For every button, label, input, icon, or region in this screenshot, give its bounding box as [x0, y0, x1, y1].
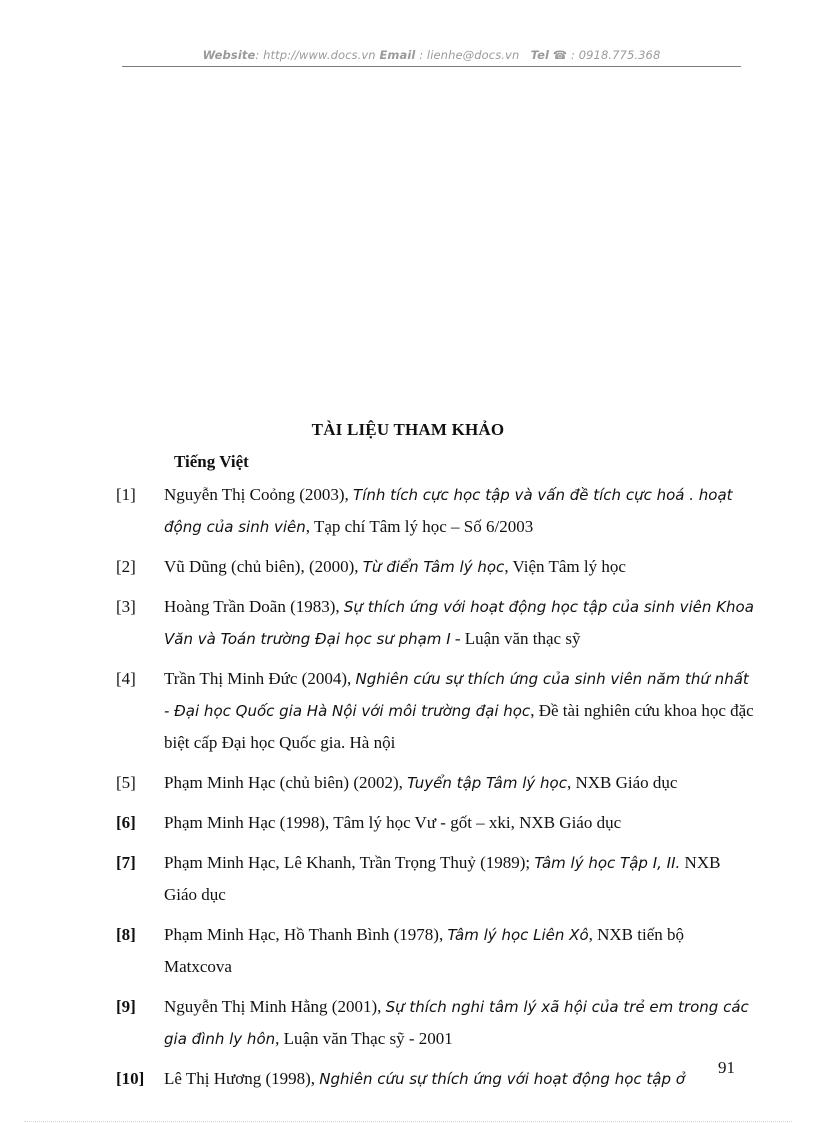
reference-number: [10] — [116, 1069, 145, 1088]
reference-item — [0, 807, 816, 839]
reference-item — [0, 919, 816, 983]
reference-work: Tuyển tập Tâm lý học — [407, 774, 567, 792]
reference-number: [5] — [116, 773, 136, 792]
website-label: Website — [202, 48, 256, 62]
reference-item — [0, 551, 816, 583]
reference-rest: NXB Giáo dục — [164, 853, 721, 904]
document-title: TÀI LIỆU THAM KHẢO — [311, 420, 505, 439]
reference-author: Nguyễn Thị Minh Hằng (2001), — [164, 997, 386, 1016]
reference-rest: , NXB Giáo dục — [566, 773, 678, 792]
email-value[interactable]: : lienhe@docs.vn — [419, 48, 520, 62]
tel-value: ☎ : 0918.775.368 — [552, 48, 661, 62]
reference-number: [6] — [116, 813, 136, 832]
reference-number: [7] — [116, 853, 136, 872]
reference-item — [0, 591, 816, 655]
reference-author: Lê Thị Hương (1998), — [164, 1069, 320, 1088]
reference-item — [0, 847, 816, 911]
reference-work: Tâm lý học Liên Xô — [447, 926, 589, 944]
footer-divider — [24, 1121, 792, 1122]
reference-work: Nghiên cứu sự thích ứng với hoạt động học tập ở — [319, 1070, 685, 1088]
reference-author: Phạm Minh Hạc (chủ biên) (2002), — [164, 773, 408, 792]
reference-number: [9] — [116, 997, 136, 1016]
reference-author: Nguyễn Thị Coỏng (2003), — [164, 485, 354, 504]
reference-author: Phạm Minh Hạc, Lê Khanh, Trần Trọng Thuỷ (1989); — [164, 853, 535, 872]
reference-number: [2] — [116, 557, 136, 576]
reference-rest: , Luận văn Thạc sỹ - 2001 — [275, 1029, 453, 1048]
header-divider — [122, 66, 741, 67]
reference-item — [0, 767, 816, 799]
website-value[interactable]: : http://www.docs.vn — [255, 48, 376, 62]
reference-rest: , Tạp chí Tâm lý học – Số 6/2003 — [305, 517, 534, 536]
page-header — [122, 48, 741, 62]
reference-author: Hoàng Trần Doãn (1983), — [164, 597, 344, 616]
reference-rest: , Đề tài nghiên cứu khoa học đặc biệt cấp Đại học Quốc gia. Hà nội — [164, 701, 754, 752]
reference-number: [8] — [116, 925, 136, 944]
reference-work: Tâm lý học Tập I, II. — [534, 854, 681, 872]
reference-work: Từ điển Tâm lý học — [362, 558, 505, 576]
reference-list — [0, 479, 816, 1103]
reference-item — [0, 663, 816, 759]
reference-item — [0, 991, 816, 1055]
reference-author: Vũ Dũng (chủ biên), (2000), — [164, 557, 363, 576]
reference-rest: , Viện Tâm lý học — [504, 557, 626, 576]
email-label: Email — [379, 48, 416, 62]
reference-number: [4] — [116, 669, 136, 688]
reference-author: Phạm Minh Hạc (1998), Tâm lý học Vư - gốt – xki, NXB Giáo dục — [164, 813, 622, 832]
section-subtitle: Tiếng Việt — [174, 452, 249, 471]
reference-work: Nghiên cứu sự thích ứng của sinh viên năm thứ nhất - Đại học Quốc gia Hà Nội với môi trường đại học — [164, 670, 749, 720]
reference-item — [0, 479, 816, 543]
reference-work: Sự thích nghi tâm lý xã hội của trẻ em trong các gia đình ly hôn — [164, 998, 749, 1048]
reference-number: [3] — [116, 597, 136, 616]
reference-author: Phạm Minh Hạc, Hồ Thanh Bình (1978), — [164, 925, 448, 944]
reference-item — [0, 1063, 816, 1095]
reference-work: Sự thích ứng với hoạt động học tập của sinh viên Khoa Văn và Toán trường Đại học sư phạm I — [164, 598, 754, 648]
tel-label: Tel — [530, 48, 550, 62]
reference-work: Tính tích cực học tập và vấn đề tích cực hoá . hoạt động của sinh viên — [164, 486, 733, 536]
reference-rest: - Luận văn thạc sỹ — [450, 629, 581, 648]
reference-rest: , NXB tiến bộ Matxcova — [164, 925, 685, 976]
page-number: 91 — [718, 1058, 735, 1077]
reference-number: [1] — [116, 485, 136, 504]
reference-author: Trần Thị Minh Đức (2004), — [164, 669, 356, 688]
